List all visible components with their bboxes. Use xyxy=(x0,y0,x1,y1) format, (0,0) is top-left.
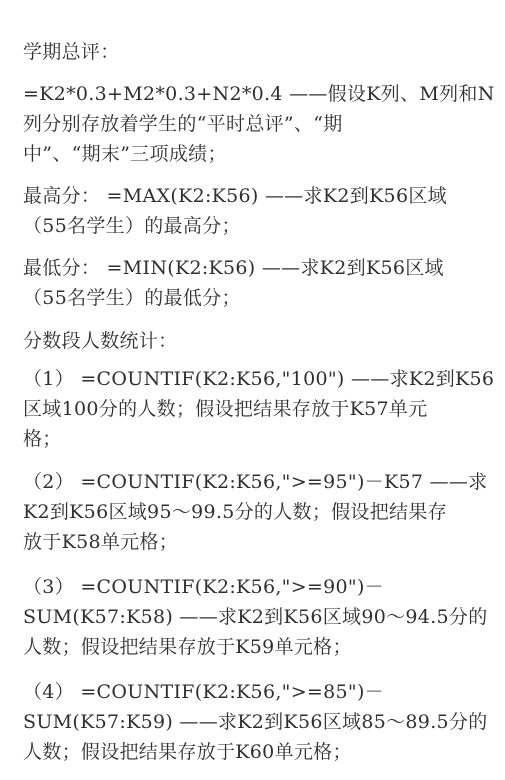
heading-term-total: 学期总评： xyxy=(23,41,120,63)
list-item xyxy=(23,364,495,454)
text-line: （2） =COUNTIF(K2:K56,">=95")－K57 ——求 xyxy=(23,471,488,493)
text-line: 最高分： =MAX(K2:K56) ——求K2到K56区域 xyxy=(23,185,447,207)
text-line: 人数；假设把结果存放于K59单元格； xyxy=(23,636,352,658)
section-heading-score-bands xyxy=(23,326,488,356)
text-line: =K2*0.3+M2*0.3+N2*0.4 ——假设K列、M列和N xyxy=(23,83,495,105)
text-line: 放于K58单元格； xyxy=(23,531,179,553)
list-item xyxy=(23,467,488,557)
heading-score-bands: 分数段人数统计： xyxy=(23,330,178,352)
text-line: SUM(K57:K58) ——求K2到K56区域90～94.5分的 xyxy=(23,606,488,628)
paragraph-min-score xyxy=(23,253,488,313)
text-line: 格； xyxy=(23,428,62,450)
list-item xyxy=(23,677,488,767)
text-line: （55名学生）的最高分； xyxy=(23,215,241,237)
text-line: SUM(K57:K59) ——求K2到K56区域85～89.5分的 xyxy=(23,711,488,733)
text-line: （4） =COUNTIF(K2:K56,">=85")－ xyxy=(23,681,384,703)
list-item xyxy=(23,572,488,662)
text-line: 区域100分的人数；假设把结果存放于K57单元 xyxy=(23,398,428,420)
text-line: （3） =COUNTIF(K2:K56,">=90")－ xyxy=(23,576,384,598)
text-line: （1） =COUNTIF(K2:K56,"100") ——求K2到K56 xyxy=(23,368,495,390)
text-line: （55名学生）的最低分； xyxy=(23,287,241,309)
text-line: K2到K56区域95～99.5分的人数；假设把结果存 xyxy=(23,501,447,523)
paragraph-total-formula xyxy=(23,79,495,169)
text-line: 人数；假设把结果存放于K60单元格； xyxy=(23,741,352,763)
paragraph-max-score xyxy=(23,181,488,241)
text-line: 中”、“期末”三项成绩； xyxy=(23,143,227,165)
text-line: 列分别存放着学生的“平时总评”、“期 xyxy=(23,113,343,135)
section-title-term-total xyxy=(23,37,488,67)
text-line: 最低分： =MIN(K2:K56) ——求K2到K56区域 xyxy=(23,257,444,279)
